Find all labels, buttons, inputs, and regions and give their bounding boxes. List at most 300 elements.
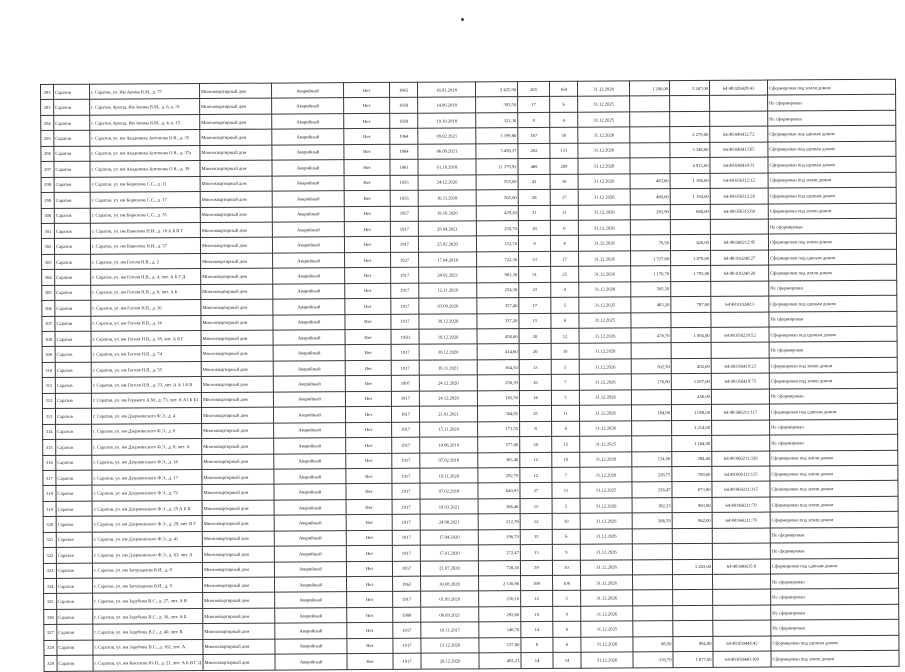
land-status-cell: Не сформирован (771, 604, 899, 620)
flats-cell: 6 (553, 637, 581, 653)
value-2-cell: 903,00 (672, 497, 712, 513)
year-cell: 1917 (392, 545, 420, 561)
value-1-cell: 483,60 (630, 173, 670, 189)
recognition-date-cell: 30.12.2020 (419, 344, 477, 360)
year-cell: 1917 (393, 622, 421, 638)
value-1-cell: 88,50 (633, 636, 673, 652)
value-1-cell (630, 112, 670, 128)
city-cell: Саратов (57, 609, 93, 625)
recognition-date-cell: 10.11.2020 (420, 468, 478, 484)
flats-cell: 5 (553, 591, 581, 607)
cadastral-number-cell (711, 312, 769, 328)
area-cell: 3 199,80 (476, 128, 518, 144)
value-1-cell: 154,56 (632, 451, 672, 467)
residents-cell: 25 (519, 406, 551, 422)
area-cell: 3 458,37 (476, 143, 518, 159)
area-cell: 458,60 (477, 329, 519, 345)
cadastral-number-cell: 64:48:040615:8 (712, 559, 770, 575)
flag-cell: Нет (346, 453, 392, 469)
cadastral-number-cell: 64:48:050446:42 (713, 636, 771, 652)
land-status-cell: Сформирован под земли домом (768, 172, 896, 188)
year-cell: 1917 (390, 221, 418, 237)
address-cell: г. Саратов, ул. им Гоголя Н.В., д. 4, лит. А Б Г Д (91, 269, 201, 285)
deadline-cell: 31.12.2025 (580, 482, 632, 498)
cadastral-number-cell (712, 435, 770, 451)
cadastral-number-cell (713, 574, 771, 590)
flag-cell: Нет (344, 98, 390, 114)
value-2-cell: 2 279,00 (670, 127, 710, 143)
land-status-cell: Сформирован под земли домом (770, 481, 898, 497)
recognition-date-cell: 07.02.2018 (420, 483, 478, 499)
recognition-date-cell: 03.09.2020 (419, 298, 477, 314)
cadastral-number-cell: 64:48:040414:31 (710, 157, 768, 173)
row-number: 308 (42, 331, 55, 347)
land-status-cell: Сформирован под единым домом (768, 141, 896, 157)
address-cell: г. Саратов, ул. им Вавилова Н.И., д. 18 А Б В Г (90, 222, 200, 238)
row-number: 304 (42, 270, 55, 286)
address-cell: г. Саратов, проезд. Им Акима В.М., д. 6, к. 31 (90, 99, 200, 115)
cadastral-number-cell: 64:48:060211:320 (712, 451, 770, 467)
residents-cell: 13 (520, 545, 552, 561)
flats-cell: 10 (552, 513, 580, 529)
value-2-cell: 1 795,00 (671, 266, 711, 282)
flats-cell: 3 (551, 390, 579, 406)
value-1-cell: 1 200,00 (629, 81, 669, 97)
condition-cell: Аварийный (272, 191, 344, 207)
flats-cell: 131 (550, 143, 578, 159)
flag-cell: Нет (345, 283, 391, 299)
row-number: 322 (43, 548, 56, 564)
area-cell: 292,60 (479, 606, 521, 622)
condition-cell: Аварийный (274, 453, 346, 469)
address-cell: г. Саратов, ул. им Гоголя Н.В., д. 53, лит. А А 1 Б В (91, 377, 201, 393)
row-number: 318 (43, 486, 56, 502)
building-type-cell: Многоквартирный дом (201, 253, 273, 269)
residents-cell: 39 (520, 560, 552, 576)
area-cell: 216,10 (479, 591, 521, 607)
value-2-cell (670, 111, 710, 127)
condition-cell: Аварийный (273, 252, 345, 268)
land-status-cell: Сформирован под единым домом (770, 558, 898, 574)
cadastral-number-cell (713, 589, 771, 605)
condition-cell: Аварийный (272, 129, 344, 145)
address-cell: г. Саратов, ул. им Бирюзова С.С., д. 11 (90, 176, 200, 192)
year-cell: 1917 (392, 468, 420, 484)
condition-cell: Аварийный (273, 361, 345, 377)
recognition-date-cell: 01.10.2018 (418, 159, 476, 175)
value-1-cell (631, 389, 671, 405)
row-number: 326 (44, 609, 57, 625)
year-cell: 1917 (391, 298, 419, 314)
land-status-cell: Сформирован под единым домом (768, 126, 896, 142)
address-cell: г. Саратов, ул. им Дзержинского Ф.Э., д. 72 (92, 485, 202, 501)
value-2-cell (671, 312, 711, 328)
area-cell: 961,30 (477, 267, 519, 283)
area-cell: 720,20 (478, 560, 520, 576)
area-cell: 157,00 (479, 637, 521, 653)
year-cell: 1964 (390, 129, 418, 145)
city-cell: Саратов (54, 239, 90, 255)
building-type-cell: Многоквартирный дом (202, 454, 274, 470)
row-number: 307 (42, 316, 55, 332)
land-status-cell: Сформирован под единым домом (769, 249, 897, 265)
land-status-cell: Сформирован под единым домом (768, 187, 896, 203)
flag-cell: Нет (346, 422, 392, 438)
row-number: 314 (43, 424, 56, 440)
area-cell: 259,70 (476, 221, 518, 237)
city-cell: Саратов (56, 563, 92, 579)
address-cell: г. Саратов, ул. им Гоголя Н.В., д. 2 (91, 253, 201, 269)
land-status-cell: Не сформирован (768, 110, 896, 126)
recognition-date-cell: 13.12.2020 (421, 638, 479, 654)
building-type-cell: Многоквартирный дом (202, 438, 274, 454)
flats-cell: 50 (550, 128, 578, 144)
cadastral-number-cell (711, 342, 769, 358)
flag-cell: Нет (345, 252, 391, 268)
cadastral-number-cell: 64:48:040412:72 (710, 126, 768, 142)
row-number: 297 (41, 162, 54, 178)
city-cell: Саратов (55, 362, 91, 378)
residents-cell: 31 (518, 205, 550, 221)
value-2-cell: 1 203,00 (672, 559, 712, 575)
flats-cell: 6 (552, 529, 580, 545)
recognition-date-cell: 20.12.2020 (421, 653, 479, 669)
deadline-cell: 31.12.2025 (578, 96, 630, 112)
recognition-date-cell: 10.11.2017 (421, 622, 479, 638)
residents-cell: 20 (520, 436, 552, 452)
deadline-cell: 31.12.2026 (579, 390, 631, 406)
address-cell: г. Саратов, ул. им Загороднева В.И., д. 9 (93, 578, 203, 594)
area-cell: 577,00 (478, 437, 520, 453)
land-status-cell: Не сформирован (770, 419, 898, 435)
value-1-cell (632, 559, 672, 575)
row-number: 327 (44, 625, 57, 641)
row-number: 329 (44, 656, 57, 672)
residents-cell: 8 (521, 637, 553, 653)
value-2-cell: 1 077,00 (673, 652, 713, 668)
value-2-cell: 1 057,00 (671, 374, 711, 390)
area-cell: 357,40 (477, 298, 519, 314)
building-type-cell: Многоквартирный дом (200, 176, 272, 192)
cadastral-number-cell (711, 389, 769, 405)
row-number: 296 (41, 146, 54, 162)
flag-cell: Нет (347, 638, 393, 654)
flag-cell: Нет (345, 329, 391, 345)
city-cell: Саратов (56, 439, 92, 455)
row-number: 299 (41, 192, 54, 208)
value-1-cell: 478,70 (631, 328, 671, 344)
value-1-cell: 76,50 (630, 235, 670, 251)
flag-cell: Нет (344, 221, 390, 237)
area-cell: 11 379,92 (476, 159, 518, 175)
building-type-cell: Многоквартирный дом (202, 515, 274, 531)
row-number: 311 (42, 378, 55, 394)
flag-cell: Нет (344, 129, 390, 145)
recognition-date-cell: 30.08.2020 (421, 576, 479, 592)
deadline-cell: 31.12.2026 (579, 328, 631, 344)
recognition-date-cell: 24.02.2021 (419, 267, 477, 283)
row-number: 295 (41, 131, 54, 147)
value-2-cell: 1 878,00 (671, 250, 711, 266)
flats-cell: 4 (550, 112, 578, 128)
deadline-cell: 31.12.2026 (580, 498, 632, 514)
building-type-cell: Многоквартирный дом (201, 346, 273, 362)
recognition-date-cell: 19.03.2021 (420, 499, 478, 515)
flats-cell: 4 (551, 282, 579, 298)
year-cell: 1917 (392, 453, 420, 469)
residents-cell: 17 (519, 298, 551, 314)
value-2-cell: 673,00 (672, 482, 712, 498)
condition-cell: Аварийный (275, 577, 347, 593)
emergency-housing-table (40, 79, 900, 672)
deadline-cell: 31.12.2028 (578, 158, 630, 174)
cadastral-number-cell (712, 543, 770, 559)
row-number: 328 (44, 640, 57, 656)
condition-cell: Аварийный (273, 314, 345, 330)
address-cell: г. Саратов, ул. Им Акима В.М., д. 77 (90, 84, 200, 100)
flats-cell: 7 (552, 467, 580, 483)
value-2-cell: 787,00 (671, 297, 711, 313)
building-type-cell: Многоквартирный дом (201, 330, 273, 346)
condition-cell: Аварийный (273, 299, 345, 315)
cadastral-number-cell: 64:48:050239:52 (711, 327, 769, 343)
value-1-cell: 184,90 (631, 405, 671, 421)
recognition-date-cell: 19.10.2020 (418, 205, 476, 221)
value-2-cell: 492,00 (671, 358, 711, 374)
land-status-cell: Сформирован под земли домом (771, 650, 899, 666)
cadastral-number-cell (712, 528, 770, 544)
address-cell: г. Саратов, ул. им Гоголя Н.В., д. 10 (91, 300, 201, 316)
flats-cell: 16 (550, 174, 578, 190)
year-cell: 1964 (390, 144, 418, 160)
cadastral-number-cell (710, 95, 768, 111)
city-cell: Саратов (56, 424, 92, 440)
recognition-date-cell: 30.12.2020 (419, 313, 477, 329)
building-type-cell: Многоквартирный дом (201, 299, 273, 315)
land-status-cell: Сформирован под земли домом (768, 234, 896, 250)
row-number: 303 (42, 254, 55, 270)
flag-cell: Нет (345, 360, 391, 376)
value-1-cell: 1 537,60 (631, 250, 671, 266)
land-status-cell: Сформирован под единым домом (769, 326, 897, 342)
year-cell: 1927 (391, 252, 419, 268)
value-2-cell (673, 621, 713, 637)
year-cell: 1917 (393, 592, 421, 608)
row-number: 309 (42, 347, 55, 363)
flag-cell: Нет (346, 437, 392, 453)
building-type-cell: Многоквартирный дом (203, 593, 275, 609)
land-status-cell: Сформирован под единым домом (769, 295, 897, 311)
row-number: 325 (44, 594, 57, 610)
city-cell: Саратов (57, 655, 93, 671)
recognition-date-cell: 28.04.2021 (418, 221, 476, 237)
value-1-cell (632, 436, 672, 452)
value-1-cell: 480,00 (630, 189, 670, 205)
area-cell: 171,55 (478, 421, 520, 437)
deadline-cell: 31.12.2026 (580, 529, 632, 545)
flats-cell: 12 (551, 328, 579, 344)
year-cell: 1955 (390, 190, 418, 206)
year-cell: 1957 (390, 206, 418, 222)
address-cell: г. Саратов, ул. им Зарубина В.С., д. 162, лит. А (93, 639, 203, 655)
value-2-cell (672, 544, 712, 560)
year-cell: 1957 (392, 561, 420, 577)
address-cell: г. Саратов, ул. им Дзержинского Ф.Э., д. 29, лит. В Г (92, 516, 202, 532)
condition-cell: Аварийный (274, 530, 346, 546)
flats-cell: 9 (552, 544, 580, 560)
flats-cell: 6 (553, 622, 581, 638)
flats-cell: 5 (551, 359, 579, 375)
recognition-date-cell: 14.06.2018 (418, 97, 476, 113)
value-2-cell: 709,00 (672, 466, 712, 482)
value-2-cell (673, 574, 713, 590)
building-type-cell: Многоквартирный дом (200, 191, 272, 207)
residents-cell: 23 (519, 282, 551, 298)
residents-cell: 469 (518, 159, 550, 175)
row-number: 316 (43, 455, 56, 471)
condition-cell: Аварийный (274, 515, 346, 531)
row-number: 321 (43, 532, 56, 548)
land-status-cell: Не сформирован (770, 527, 898, 543)
land-status-cell: Не сформирован (769, 388, 897, 404)
value-2-cell: 1 196,00 (670, 173, 710, 189)
residents-cell: 28 (518, 189, 550, 205)
land-status-cell: Не сформирован (771, 573, 899, 589)
recognition-date-cell: 15.11.2020 (420, 421, 478, 437)
condition-cell: Аварийный (272, 222, 344, 238)
recognition-date-cell: 19.10.2018 (418, 113, 476, 129)
year-cell: 1917 (391, 406, 419, 422)
address-cell: г. Саратов, ул. им Гоголя Н.В., д. 55 (91, 361, 201, 377)
city-cell: Саратов (54, 146, 90, 162)
deadline-cell: 31.12.2026 (580, 544, 632, 560)
value-2-cell (673, 605, 713, 621)
building-type-cell: Многоквартирный дом (200, 129, 272, 145)
address-cell: г. Саратов, ул. им Дзержинского Ф.Э., д. 17 (92, 469, 202, 485)
city-cell: Саратов (56, 547, 92, 563)
condition-cell: Аварийный (272, 237, 344, 253)
value-2-cell (670, 219, 710, 235)
condition-cell: Аварийный (275, 638, 347, 654)
city-cell: Саратов (55, 331, 91, 347)
city-cell: Саратов (55, 300, 91, 316)
deadline-cell: 31.12.2026 (578, 220, 630, 236)
city-cell: Саратов (56, 455, 92, 471)
year-cell: 1917 (392, 514, 420, 530)
area-cell: 146,70 (479, 622, 521, 638)
flats-cell: 10 (551, 344, 579, 360)
value-2-cell: 4 915,00 (670, 158, 710, 174)
building-type-cell: Многоквартирный дом (201, 407, 273, 423)
flag-cell: Нет (344, 237, 390, 253)
value-2-cell: 3 348,00 (670, 142, 710, 158)
value-1-cell: 283,90 (630, 204, 670, 220)
land-status-cell: Не сформирован (770, 434, 898, 450)
address-cell: г. Саратов, ул. им Горького А.М., д. 73, лит. А А1 Б Б1 (91, 392, 201, 408)
value-2-cell: 1 194,00 (670, 188, 710, 204)
year-cell: 1897 (391, 376, 419, 392)
city-cell: Саратов (57, 594, 93, 610)
area-cell: 256,39 (477, 375, 519, 391)
value-1-cell: 228,75 (632, 467, 672, 483)
value-2-cell (671, 343, 711, 359)
row-number: 294 (41, 115, 54, 131)
condition-cell: Аварийный (273, 283, 345, 299)
value-1-cell: 505,50 (631, 281, 671, 297)
deadline-cell: 31.12.2025 (580, 436, 632, 452)
land-status-cell: Сформирован под земли домом (770, 465, 898, 481)
flag-cell: Нет (344, 175, 390, 191)
land-status-cell: Сформирован под земли домом (767, 79, 895, 95)
table-body (41, 79, 900, 671)
flag-cell: Нет (347, 607, 393, 623)
value-2-cell: 456,00 (671, 389, 711, 405)
address-cell: г. Саратов, ул. им Гоголя Н.В., д. 74 (91, 346, 201, 362)
flag-cell: Нет (346, 468, 392, 484)
flats-cell: 10 (552, 452, 580, 468)
value-1-cell (631, 312, 671, 328)
residents-cell: 20 (519, 328, 551, 344)
flag-cell: Нет (346, 499, 392, 515)
building-type-cell: Многоквартирный дом (201, 376, 273, 392)
building-type-cell: Многоквартирный дом (201, 268, 273, 284)
city-cell: Саратов (55, 254, 91, 270)
flag-cell: Нет (347, 576, 393, 592)
flag-cell: Нет (344, 206, 390, 222)
recognition-date-cell: 17.01.2020 (420, 545, 478, 561)
recognition-date-cell: 01.09.2020 (421, 591, 479, 607)
city-cell: Саратов (56, 501, 92, 517)
land-status-cell: Не сформирован (768, 218, 896, 234)
year-cell: 1965 (389, 82, 417, 98)
condition-cell: Аварийный (272, 160, 344, 176)
condition-cell: Аварийный (272, 206, 344, 222)
deadline-cell: 31.12.2026 (580, 467, 632, 483)
year-cell: 1917 (392, 422, 420, 438)
flats-cell: 4 (550, 236, 578, 252)
value-1-cell (633, 621, 673, 637)
cadastral-number-cell: 64:48:050315:60 (710, 204, 768, 220)
cadastral-number-cell: 64:48:050419:75 (711, 373, 769, 389)
condition-cell: Аварийный (273, 407, 345, 423)
flag-cell: Нет (346, 530, 392, 546)
building-type-cell: Многоквартирный дом (200, 99, 272, 115)
address-cell: г. Саратов, ул. им Зарубина В.С., д. 40, лит. В (93, 624, 203, 640)
land-status-cell: Не сформирован (768, 95, 896, 111)
year-cell: 1917 (391, 314, 419, 330)
row-number: 312 (42, 393, 55, 409)
area-cell: 337,20 (477, 313, 519, 329)
year-cell: 1917 (393, 653, 421, 669)
building-type-cell: Многоквартирный дом (200, 222, 272, 238)
building-type-cell: Многоквартирный дом (203, 577, 275, 593)
building-type-cell: Многоквартирный дом (203, 639, 275, 655)
recognition-date-cell: 24.12.2020 (418, 174, 476, 190)
condition-cell: Аварийный (275, 654, 347, 670)
year-cell: 1917 (392, 484, 420, 500)
land-status-cell: Сформирован под земли домом (769, 373, 897, 389)
value-1-cell (632, 544, 672, 560)
row-number: 319 (43, 501, 56, 517)
value-1-cell (633, 606, 673, 622)
building-type-cell: Многоквартирный дом (201, 284, 273, 300)
value-1-cell: 339,70 (633, 652, 673, 668)
row-number: 305 (42, 285, 55, 301)
residents-cell: 19 (521, 606, 553, 622)
residents-cell: 202 (518, 143, 550, 159)
area-cell: 272,47 (478, 545, 520, 561)
flag-cell: Нет (345, 391, 391, 407)
